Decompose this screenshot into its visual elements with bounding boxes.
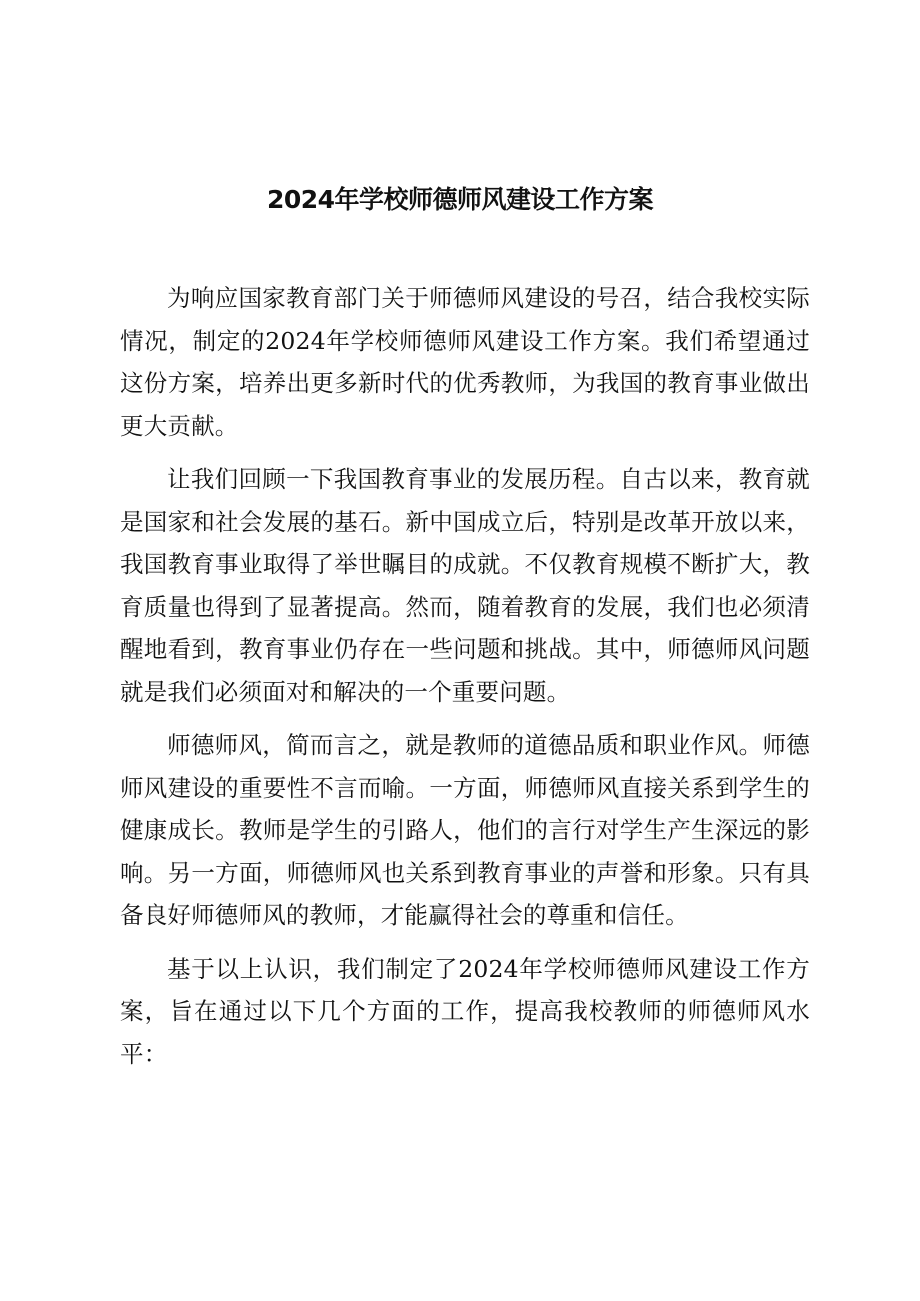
paragraph-4: 基于以上认识，我们制定了2024年学校师德师风建设工作方案，旨在通过以下几个方面的工作，提高我校教师的师德师风水平： xyxy=(120,954,810,1068)
paragraph-3: 师德师风，简而言之，就是教师的道德品质和职业作风。师德师风建设的重要性不言而喻。一方面，师德师风直接关系到学生的健康成长。教师是学生的引路人，他们的言行对学生产生深远的影响。另一方面，师德师风也关系到教育事业的声誉和形象。只有具备良好师德师风的教师，才能赢得社会的尊重和信任。 xyxy=(120,731,810,929)
document-body xyxy=(120,277,810,1075)
paragraph-2: 让我们回顾一下我国教育事业的发展历程。自古以来，教育就是国家和社会发展的基石。新中国成立后，特别是改革开放以来，我国教育事业取得了举世瞩目的成就。不仅教育规模不断扩大，教育质量也得到了显著提高。然而，随着教育的发展，我们也必须清醒地看到，教育事业仍存在一些问题和挑战。其中，师德师风问题就是我们必须面对和解决的一个重要问题。 xyxy=(120,465,810,706)
document-title: 2024年学校师德师风建设工作方案 xyxy=(266,185,654,214)
paragraph-1: 为响应国家教育部门关于师德师风建设的号召，结合我校实际情况，制定的2024年学校师德师风建设工作方案。我们希望通过这份方案，培养出更多新时代的优秀教师，为我国的教育事业做出更大贡献。 xyxy=(120,284,810,440)
